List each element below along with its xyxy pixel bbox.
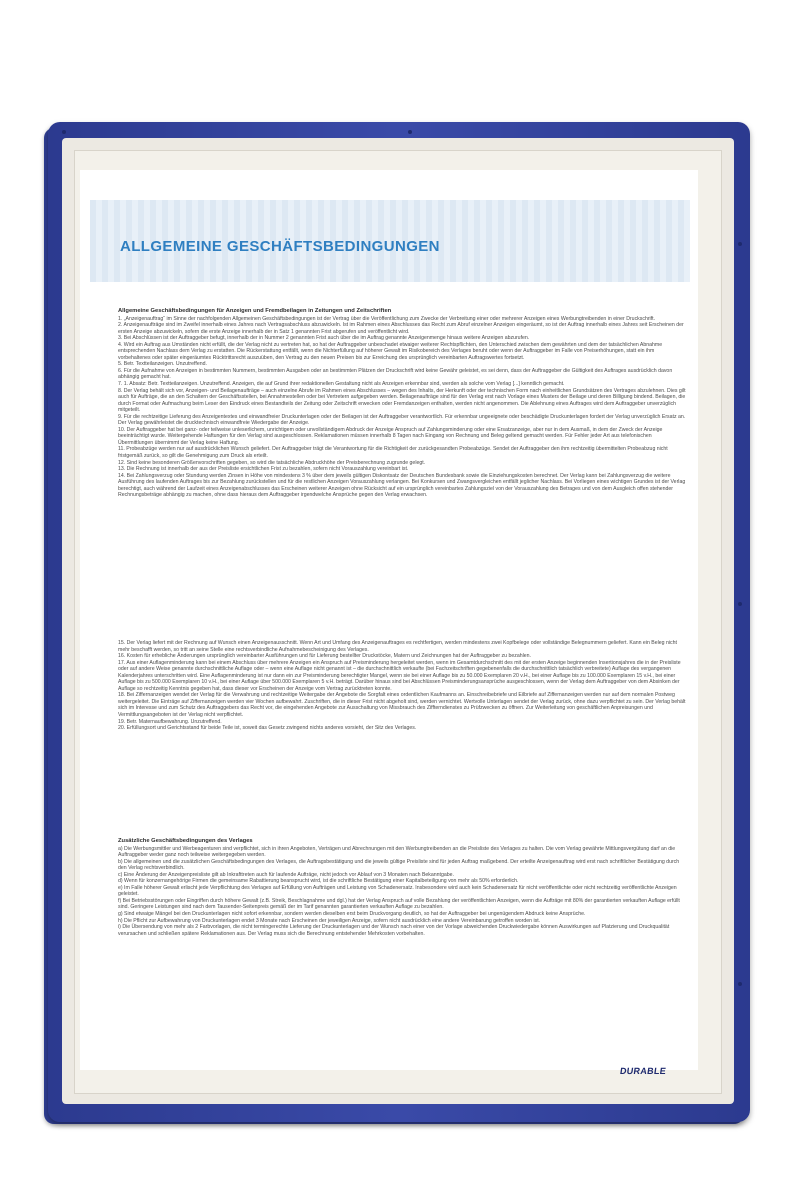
terms-paragraph: 9. Für die rechtzeitige Lieferung des Anzeigentextes und einwandfreier Druckunterlagen oder der Beilagen ist der Auftraggeber verantwortlich. Für erkennbar ungeeignete oder beschädigte Druckunterlagen fordert der Verlag unverzüglich Ersatz an. Der Verlag gewährleistet die drucktechnisch einwandfreie Wiedergabe der Anzeige. [118,413,686,427]
terms-paragraph: 16. Kosten für erhebliche Änderungen ursprünglich vereinbarter Ausführungen und für Lieferung bestellter Druckstöcke, Matern und Zeichnungen hat der Auftraggeber zu bezahlen. [118,653,531,660]
terms-paragraph: 4. Wird ein Auftrag aus Umständen nicht erfüllt, die der Verlag nicht zu vertreten hat, so hat der Auftraggeber unbeschadet etwaiger weiterer Rechtspflichten, den Unterschied zwischen dem gewährten und dem der tatsächlichen Abnahme entsprechenden Nachlass dem Verlag zu erstatten. Die Rückerstattung entfällt, wenn die Nichterfüllung auf höherer Gewalt im Risikobereich des Verlages beruht oder wenn der Auftraggeber im Falle von Preiserhöhungen, statt ein ihm vorbehaltenes oder später eingeräumtes Rücktrittsrecht auszuüben, den Vertrag zu den neuen Preisen bis zur Erreichung des ursprünglich vereinbarten Auftragswertes fortsetzt. [118,341,663,361]
terms-paragraph: 12. Sind keine besonderen Größenvorschriften gegeben, so wird die tatsächliche Abdruckhöhe der Preisberechnung zugrunde gelegt. [118,459,426,466]
frame-rivet [738,602,742,606]
terms-paragraph: f) Bei Betriebsstörungen oder Eingriffen durch höhere Gewalt (z.B. Streik, Beschlagnahme und dgl.) hat der Verlag Anspruch auf volle Bezahlung der veröffentlichten Anzeigen, wenn die Aufträge mit 80% der garantierten verkauften Auflage erfüllt sind. Geringere Leistungen sind nach dem Tausender-Seitenpreis gemäß der im Tarif genannten garantierten verkauften Auflage zu bezahlen. [118,897,680,911]
terms-document [80,170,698,1070]
frame-rivet [738,242,742,246]
terms-paragraph: 18. Bei Ziffernanzeigen wendet der Verlag für die Verwahrung und rechtzeitige Weitergabe der Angebote die Sorgfalt eines ordentlichen Kaufmanns an. Einschreibebriefe und Eilbriefe auf Ziffernanzeigen werden nur auf dem normalen Postweg weitergeleitet. Die Einträge auf Ziffernanzeigen werden vier Wochen aufbewahrt. Zuschriften, die in dieser Frist nicht abgeholt sind, werden vernichtet. Wertvolle Unterlagen sendet der Verlag zurück, ohne dazu verpflichtet zu sein. Der Verlag behält sich im Interesse und zum Schutz des Auftraggebers das Recht vor, die eingehenden Angebote zur Ausschaltung von Missbrauch des Ziffterndienstes zu Prüfzwecken zu öffnen. Zur Weiterleitung von geschäftlichen Anpreisungen und Vermittlungsangeboten ist der Verlag nicht verpflichtet. [118,692,686,719]
terms-paragraph: d) Wenn für konzernangehörige Firmen die gemeinsame Rabattierung beansprucht wird, ist die schriftliche Bestätigung einer Kapitalbeteiligung von mehr als 50% erforderlich. [118,878,519,885]
terms-paragraph: 17. Aus einer Auflagenminderung kann bei einem Abschluss über mehrere Anzeigen ein Anspruch auf Preisminderung hergeleitet werden, wenn im Gesamtdurchschnitt des mit der ersten Anzeige beginnenden Insertionsjahres die in der Preisliste oder auf andere Weise genannte durchschnittliche Auflage oder – wenn eine Auflage nicht genannt ist – die durchschnittlich verkaufte (bei Fachzeitschriften gegebenenfalls die durchschnittlich tatsächlich verbreitete) Auflage des vergangenen Kalenderjahres unterschritten wird. Eine Auflagenminderung ist nur dann ein zur Preisminderung berechtigter Mangel, wenn sie bei einer Auflage bis zu 50.000 Exemplaren 20 v.H., bei einer Auflage bis zu 100.000 Exemplaren 15 v.H., bei einer Auflage bis zu 500.000 Exemplaren 10 v.H., bei einer Auflage über 500.000 Exemplaren 5 v.H. beträgt. Darüber hinaus sind bei Abschlüssen Preisminderungsansprüche ausgeschlossen, wenn der Verlag dem Auftraggeber von dem Absinken der Auflage so rechtzeitig Kenntnis gegeben hat, dass dieser vor Erscheinen der Anzeige vom Vertrag zurücktreten konnte. [118,659,681,692]
terms-paragraph: 15. Der Verlag liefert mit der Rechnung auf Wunsch einen Anzeigenausschnitt. Wenn Art und Umfang des Anzeigenauftrages es rechtfertigen, werden mindestens zwei Kopfbelege oder vollständige Belegnummern geliefert. Kann ein Beleg nicht mehr beschafft werden, so tritt an seine Stelle eine rechtsverbindliche Aufnahmebescheinigung des Verlages. [118,640,677,653]
terms-section-2 [118,640,688,732]
terms-paragraph: 14. Bei Zahlungsverzug oder Stundung werden Zinsen in Höhe von mindestens 3 % über dem jeweils gültigen Diskontsatz der Deutschen Bundesbank sowie die Einziehungskosten berechnet. Der Verlag kann bei Zahlungsverzug die weitere Ausführung des laufenden Auftrages bis zur Bezahlung zurückstellen und für die restlichen Anzeigen Vorauszahlung verlangen. Bei Konkursen und Zwangsvergleichen entfällt jeglicher Nachlass. Bei Vorliegen eines wichtigen Grundes ist der Verlag berechtigt, auch während der Laufzeit eines Anzeigenabschlusses das Erscheinen weiterer Anzeigen ohne Rücksicht auf ein ursprünglich vereinbartes Zahlungsziel von der Vorauszahlung des Betrages und von dem Ausgleich offen stehender Rechnungsbeträge abhängig zu machen, ohne dass hieraus dem Auftraggeber irgendwelche Ansprüche gegen den Verlag erwachsen. [118,472,686,499]
terms-paragraph: 10. Der Auftraggeber hat bei ganz- oder teilweise unleserlichem, unrichtigem oder unvollständigem Abdruck der Anzeige Anspruch auf Zahlungsminderung oder eine Ersatzanzeige, aber nur in dem Ausmaß, in dem der Zweck der Anzeige beeinträchtigt wurde. Weitergehende Haftungen für den Verlag sind ausgeschlossen. Reklamationen müssen innerhalb 8 Tagen nach Eingang von Rechnung und Beleg geltend gemacht werden. Für Fehler jeder Art aus telefonischen Übermittlungen übernimmt der Verlag keine Haftung. [118,426,663,446]
section-heading: Zusätzliche Geschäftsbedingungen des Verlages [118,838,253,844]
brand-logo: DURABLE [619,1066,667,1076]
terms-paragraph: e) Im Falle höherer Gewalt erlischt jede Verpflichtung des Verlages auf Erfüllung von Aufträgen und Leistung von Schadenersatz. Insbesondere wird auch kein Schadenersatz für nicht veröffentlichte oder nicht rechtzeitig veröffentlichte Anzeigen geleistet. [118,884,677,898]
terms-paragraph: 11. Probeabzüge werden nur auf ausdrücklichen Wunsch geliefert. Der Auftraggeber trägt die Verantwortung für die Richtigkeit der zurückgesandten Probeabzüge. Sendet der Auftraggeber den ihm rechtzeitig übermittelten Probeabzug nicht fristgemäß zurück, so gilt die Genehmigung zum Druck als erteilt. [118,446,668,460]
terms-paragraph: g) Sind etwaige Mängel bei den Druckunterlagen nicht sofort erkennbar, sondern werden dieselben erst beim Druckvorgang deutlich, so hat der Auftraggeber bei ungenügendem Abdruck keine Ansprüche. [118,911,586,918]
section-heading: Allgemeine Geschäftsbedingungen für Anzeigen und Fremdbeilagen in Zeitungen und Zeitschriften [118,308,392,314]
terms-paragraph: 7. 1. Absatz: Betr. Textteilanzeigen. Unzutreffend. Anzeigen, die auf Grund ihrer redaktionellen Gestaltung nicht als Anzeigen erkennbar sind, werden als solche vom Verlag [...] kenntlich gemacht. [118,381,565,388]
terms-paragraph: i) Die Übersendung von mehr als 2 Farbvorlagen, die nicht termingerechte Lieferung der Druckunterlagen und der Wunsch nach einer von der Vorlage abweichenden Druckwiedergabe können Auswirkungen auf Platzierung und Druckqualität verursachen und schließen spätere Reklamationen aus. Der Verlag muss sich die Berechnung entstehender Mehrkosten vorbehalten. [118,924,670,937]
terms-paragraph: 13. Die Rechnung ist innerhalb der aus der Preisliste ersichtlichen Frist zu bezahlen, sofern nicht Vorauszahlung vereinbart ist. [118,466,409,473]
terms-paragraph: 1. „Anzeigenauftrag“ im Sinne der nachfolgenden Allgemeinen Geschäftsbedingungen ist der Vertrag über die Veröffentlichung zum Zwecke der Verbreitung einer oder mehrerer Anzeigen eines Werbungtreibenden in einer Druckschrift. [118,315,656,322]
terms-paragraph: 3. Bei Abschlüssen ist der Auftraggeber befugt, innerhalb der in Nummer 2 genannten Frist auch über die im Auftrag genannte Anzeigenmenge hinaus weitere Anzeigen abzurufen. [118,335,530,342]
terms-paragraph: 8. Der Verlag behält sich vor, Anzeigen- und Beilagenaufträge – auch einzelne Abrufe im Rahmen eines Abschlusses – wegen des Inhalts, der Herkunft oder der technischen Form nach einheitlichen Grundsätzen des Vertrages abzulehnen. Dies gilt auch für Aufträge, die an den Schaltern der Geschäftsstellen, bei Annahmestellen oder bei Vertretern aufgegeben werden. Beilagenaufträge sind für den Verlag erst nach Vorlage eines Musters der Beilage und deren Billigung bindend. Beilagen, die durch Format oder Aufmachung beim Leser den Eindruck eines Bestandteils der Zeitung oder Zeitschrift erwecken oder Fremdanzeigen enthalten, werden nicht angenommen. Die Ablehnung eines Auftrages wird dem Auftraggeber unverzüglich mitgeteilt. [118,387,686,414]
document-title: ALLGEMEINE GESCHÄFTSBEDINGUNGEN [120,238,440,255]
terms-section-1 [118,308,688,499]
terms-paragraph: a) Die Werbungsmittler und Werbeagenturen sind verpflichtet, sich in ihren Angeboten, Verträgen und Abrechnungen mit den Werbungtreibenden an die Preisliste des Verlages zu halten. Die vom Verlag gewährte Mittlungsvergütung darf an die Auftraggeber weder ganz noch teilweise weitergegeben werden. [118,845,676,859]
frame-rivet [408,130,412,134]
terms-paragraph: h) Die Pflicht zur Aufbewahrung von Druckunterlagen endet 3 Monate nach Erscheinen der jeweiligen Anzeige, sofern nicht ausdrücklich eine andere Vereinbarung getroffen worden ist. [118,917,541,924]
terms-paragraph: b) Die allgemeinen und die zusätzlichen Geschäftsbedingungen des Verlages, die Auftragsbestätigung und die jeweils gültige Preisliste sind für jeden Auftrag maßgebend. Der erteilte Anzeigenauftrag wird erst nach schriftlicher Bestätigung durch den Verlag rechtsverbindlich. [118,858,680,872]
terms-paragraph: 20. Erfüllungsort und Gerichtsstand für beide Teile ist, soweit das Gesetz zwingend nichts anderes vorsieht, der Sitz des Verlages. [118,725,417,732]
terms-paragraph: 5. Betr. Textteilanzeigen. Unzutreffend. [118,361,207,368]
frame-rivet [738,982,742,986]
terms-paragraph: 2. Anzeigenaufträge sind im Zweifel innerhalb eines Jahres nach Vertragsabschluss abzuwickeln. Ist im Rahmen eines Abschlusses das Recht zum Abruf einzelner Anzeigen eingeräumt, so ist der Auftrag innerhalb eines Jahres seit Erscheinen der ersten Anzeige abzuwickeln, sofern die erste Anzeige innerhalb der in Satz 1 genannten Frist abgerufen und veröffentlicht wird. [118,322,684,335]
terms-paragraph: c) Eine Änderung der Anzeigenpreisliste gilt ab Inkrafttreten auch für laufende Aufträge, nicht jedoch vor Ablauf von 3 Monaten nach Bekanntgabe. [118,871,454,878]
frame-rivet [62,130,66,134]
terms-section-3 [118,838,688,937]
terms-paragraph: 6. Für die Aufnahme von Anzeigen in bestimmten Nummern, bestimmten Ausgaben oder an bestimmten Plätzen der Druckschrift wird keine Gewähr geleistet, es sei denn, dass der Auftraggeber die Gültigkeit des Auftrages ausdrücklich davon abhängig gemacht hat. [118,367,673,381]
terms-paragraph: 19. Betr. Maternaufbewahrung. Unzutreffend. [118,718,222,725]
